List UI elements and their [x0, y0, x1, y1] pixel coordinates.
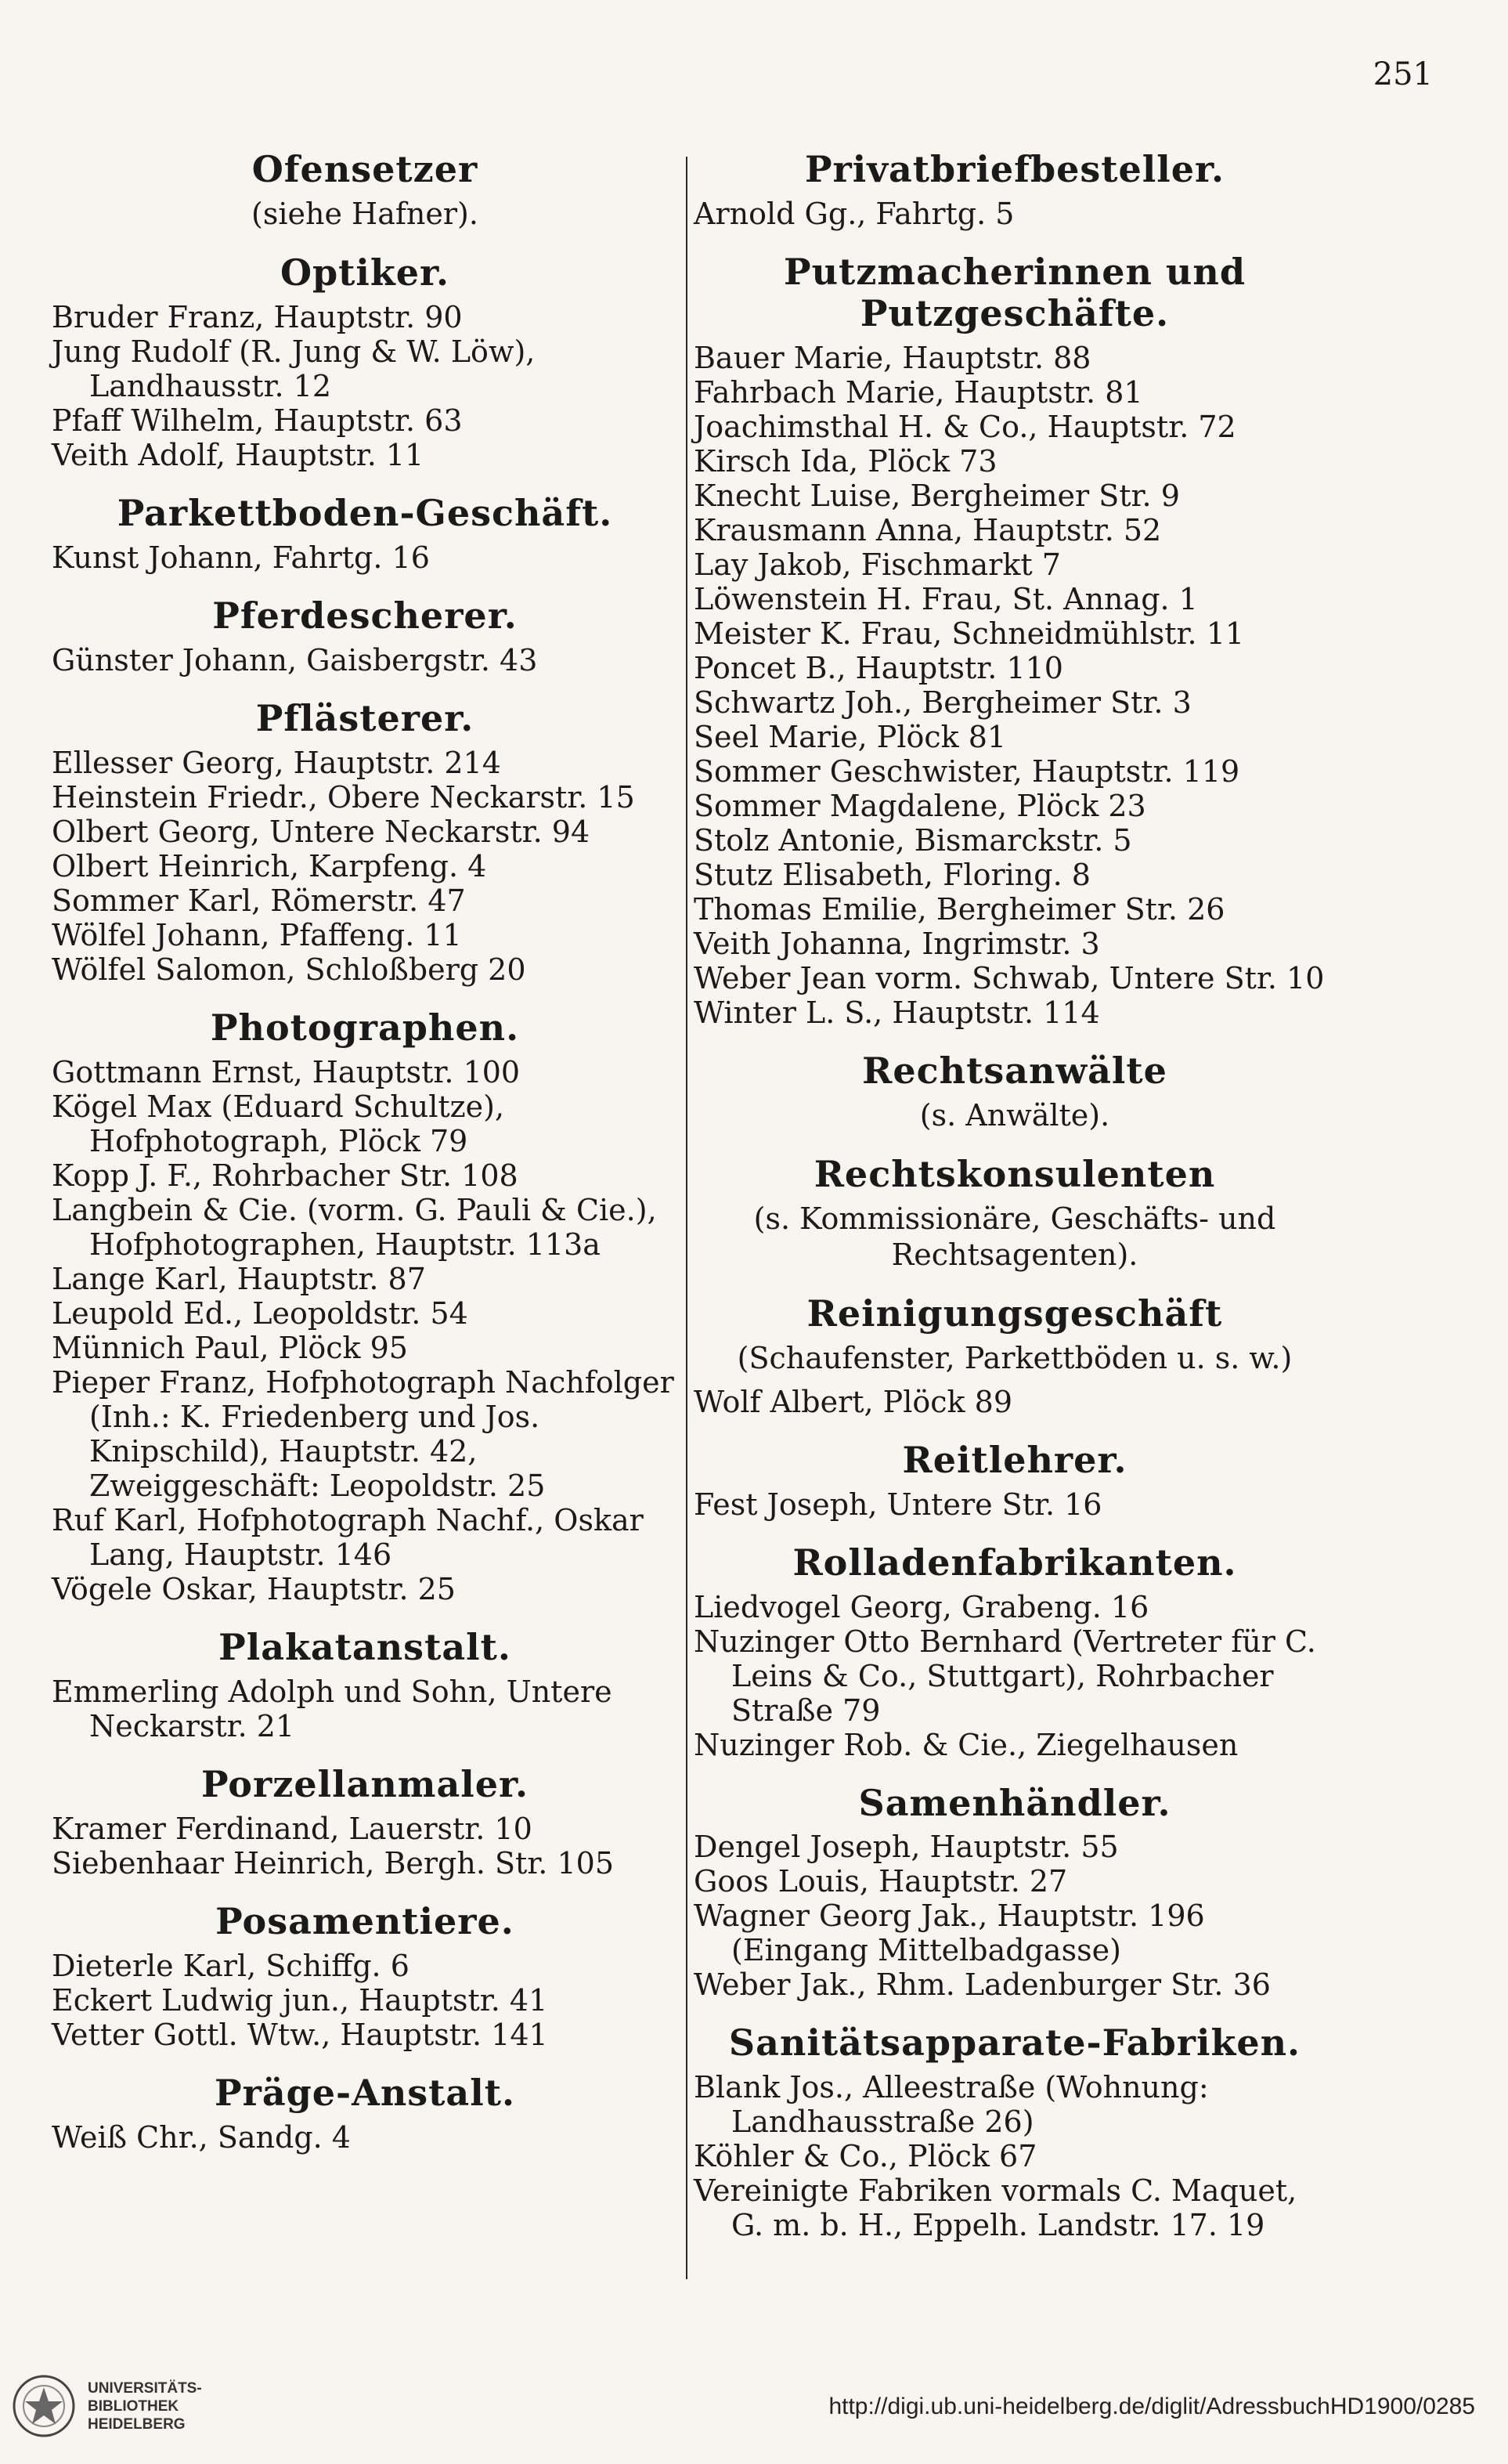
section-note: (s. Kommissionäre, Geschäfts- und Rechtsagenten). [753, 1201, 1276, 1272]
directory-entry: Olbert Heinrich, Karpfeng. 4 [52, 849, 487, 884]
directory-entry: Pfaff Wilhelm, Hauptstr. 63 [52, 403, 463, 439]
directory-entry: Liedvogel Georg, Grabeng. 16 [694, 1589, 1149, 1624]
directory-entry: Emmerling Adolph und Sohn, Untere Neckarstr. 21 [52, 1674, 612, 1743]
directory-entry: Schwartz Joh., Bergheimer Str. 3 [694, 685, 1192, 720]
directory-entry: Wölfel Salomon, Schloßberg 20 [52, 952, 526, 988]
section-heading: Reitlehrer. [902, 1438, 1127, 1481]
directory-entry: Fest Joseph, Untere Str. 16 [694, 1487, 1102, 1522]
directory-entry: Wolf Albert, Plöck 89 [694, 1384, 1012, 1419]
directory-section [52, 1764, 678, 1881]
directory-entry: Weber Jean vorm. Schwab, Untere Str. 10 [694, 960, 1325, 995]
section-note: (siehe Hafner). [251, 196, 478, 231]
directory-entry: Blank Jos., Alleestraße (Wohnung: Landhausstraße 26) [694, 2070, 1209, 2140]
directory-entry: Meister K. Frau, Schneidmühlstr. 11 [694, 616, 1245, 651]
directory-entry: Eckert Ludwig jun., Hauptstr. 41 [52, 1982, 548, 2018]
directory-section [694, 1440, 1336, 1522]
section-heading: Sanitätsapparate-Fabriken. [728, 2021, 1301, 2065]
directory-entry: Münnich Paul, Plöck 95 [52, 1330, 408, 1365]
library-name [88, 2379, 202, 2433]
directory-entry: Seel Marie, Plöck 81 [694, 719, 1007, 754]
section-heading: Rechtsanwälte [862, 1049, 1167, 1092]
directory-section [52, 595, 678, 677]
directory-entry: Ellesser Georg, Hauptstr. 214 [52, 746, 501, 781]
section-heading: Parkettboden-Geschäft. [117, 492, 613, 535]
section-heading: Pflästerer. [255, 697, 474, 740]
directory-entry: Knecht Luise, Bergheimer Str. 9 [694, 478, 1180, 513]
source-url[interactable]: http://digi.ub.uni-heidelberg.de/diglit/AdressbuchHD1900/0285 [828, 2394, 1475, 2419]
section-heading: Porzellanmaler. [200, 1762, 529, 1805]
directory-entry: Bauer Marie, Hauptstr. 88 [694, 340, 1091, 375]
directory-entry: Fahrbach Marie, Hauptstr. 81 [694, 374, 1143, 410]
section-heading: Rechtskonsulenten [814, 1153, 1216, 1196]
directory-entry: Olbert Georg, Untere Neckarstr. 94 [52, 815, 590, 850]
directory-entry: Lange Karl, Hauptstr. 87 [52, 1261, 426, 1296]
section-heading: Ofensetzer [251, 148, 478, 190]
page-number: 251 [1373, 56, 1433, 92]
directory-section [694, 2022, 1336, 2242]
section-heading: Rolladenfabrikanten. [792, 1541, 1237, 1584]
directory-entry: Poncet B., Hauptstr. 110 [694, 650, 1063, 685]
directory-section [694, 149, 1336, 231]
section-heading: Posamentiere. [215, 1899, 514, 1942]
directory-entry: Sommer Karl, Römerstr. 47 [52, 883, 466, 919]
section-heading: Samenhändler. [858, 1781, 1171, 1824]
directory-section [52, 1901, 678, 2052]
section-heading: Plakatanstalt. [218, 1625, 511, 1668]
directory-entry: Leupold Ed., Leopoldstr. 54 [52, 1295, 468, 1331]
directory-entry: Kunst Johann, Fahrtg. 16 [52, 540, 430, 576]
directory-entry: Krausmann Anna, Hauptstr. 52 [694, 512, 1162, 547]
library-name-line: UNIVERSITÄTS- [88, 2379, 202, 2397]
library-name-line: BIBLIOTHEK [88, 2397, 179, 2415]
directory-entry: Veith Johanna, Ingrimstr. 3 [694, 926, 1100, 961]
directory-section [694, 1293, 1336, 1418]
library-name-line: HEIDELBERG [88, 2415, 186, 2433]
directory-entry: Nuzinger Otto Bernhard (Vertreter für C. Leins & Co., Stuttgart), Rohrbacher Straße 79 [694, 1624, 1316, 1728]
directory-entry: Joachimsthal H. & Co., Hauptstr. 72 [694, 409, 1236, 444]
directory-entry: Wagner Georg Jak., Hauptstr. 196 (Eingang Mittelbadgasse) [694, 1899, 1205, 1968]
directory-entry: Veith Adolf, Hauptstr. 11 [52, 438, 424, 473]
directory-entry: Thomas Emilie, Bergheimer Str. 26 [694, 891, 1225, 927]
directory-section [52, 149, 678, 232]
section-heading: Pferdescherer. [212, 594, 518, 638]
section-heading: Putzmacherinnen und Putzgeschäfte. [784, 250, 1246, 334]
right-column [694, 149, 1336, 2242]
directory-entry: Gottmann Ernst, Hauptstr. 100 [52, 1054, 521, 1089]
directory-entry: Bruder Franz, Hauptstr. 90 [52, 300, 463, 335]
section-heading: Präge-Anstalt. [215, 2071, 515, 2114]
directory-section [52, 698, 678, 987]
directory-entry: Pieper Franz, Hofphotograph Nachfolger (Inh.: K. Friedenberg und Jos. Knipschild), Hauptstr. 42, Zweiggeschäft: Leopoldstr. 25 [52, 1364, 674, 1503]
directory-entry: Vetter Gottl. Wtw., Hauptstr. 141 [52, 2017, 548, 2052]
directory-entry: Köhler & Co., Plöck 67 [694, 2139, 1037, 2174]
section-heading: Privatbriefbesteller. [804, 148, 1225, 190]
directory-entry: Langbein & Cie. (vorm. G. Pauli & Cie.), Hofphotographen, Hauptstr. 113a [52, 1192, 657, 1262]
section-heading: Photographen. [210, 1006, 520, 1050]
library-logo [11, 2373, 202, 2439]
directory-entry: Arnold Gg., Fahrtg. 5 [694, 196, 1015, 231]
directory-entry: Weiß Chr., Sandg. 4 [52, 2119, 351, 2155]
directory-entry: Günster Johann, Gaisbergstr. 43 [52, 643, 538, 678]
directory-section [694, 1542, 1336, 1762]
directory-section [52, 1627, 678, 1743]
library-seal-icon [11, 2373, 77, 2439]
directory-entry: Goos Louis, Hauptstr. 27 [694, 1864, 1068, 1899]
directory-section [694, 1783, 1336, 2003]
directory-entry: Dieterle Karl, Schiffg. 6 [52, 1948, 409, 1983]
directory-section [694, 1154, 1336, 1273]
directory-entry: Siebenhaar Heinrich, Bergh. Str. 105 [52, 1845, 614, 1881]
section-note: (s. Anwälte). [919, 1097, 1110, 1133]
directory-section [52, 252, 678, 472]
directory-entry: Heinstein Friedr., Obere Neckarstr. 15 [52, 780, 635, 815]
directory-entry: Vereinigte Fabriken vormals C. Maquet, G. m. b. H., Eppelh. Landstr. 17. 19 [694, 2173, 1297, 2243]
directory-section [694, 1050, 1336, 1133]
directory-entry: Kopp J. F., Rohrbacher Str. 108 [52, 1158, 518, 1193]
directory-entry: Lay Jakob, Fischmarkt 7 [694, 547, 1061, 582]
directory-entry: Wölfel Johann, Pfaffeng. 11 [52, 918, 462, 953]
column-divider [686, 157, 687, 2279]
section-note: (Schaufenster, Parkettböden u. s. w.) [737, 1341, 1293, 1376]
directory-entry: Weber Jak., Rhm. Ladenburger Str. 36 [694, 1967, 1271, 2003]
directory-entry: Vögele Oskar, Hauptstr. 25 [52, 1571, 456, 1606]
directory-entry: Kramer Ferdinand, Lauerstr. 10 [52, 1811, 532, 1846]
section-heading: Reinigungsgeschäft [806, 1292, 1223, 1335]
directory-entry: Dengel Joseph, Hauptstr. 55 [694, 1830, 1119, 1865]
directory-section [52, 2072, 678, 2155]
directory-entry: Jung Rudolf (R. Jung & W. Löw), Landhausstr. 12 [52, 334, 536, 404]
left-column [52, 149, 678, 2155]
directory-entry: Stolz Antonie, Bismarckstr. 5 [694, 822, 1132, 858]
directory-section [52, 493, 678, 575]
directory-section [694, 251, 1336, 1030]
directory-entry: Nuzinger Rob. & Cie., Ziegelhausen [694, 1727, 1239, 1762]
directory-entry: Sommer Magdalene, Plöck 23 [694, 788, 1146, 823]
directory-entry: Kirsch Ida, Plöck 73 [694, 443, 998, 479]
directory-entry: Ruf Karl, Hofphotograph Nachf., Oskar Lang, Hauptstr. 146 [52, 1502, 644, 1572]
directory-entry: Sommer Geschwister, Hauptstr. 119 [694, 753, 1240, 789]
directory-entry: Stutz Elisabeth, Floring. 8 [694, 857, 1091, 892]
directory-entry: Kögel Max (Eduard Schultze), Hofphotograph, Plöck 79 [52, 1089, 505, 1158]
directory-section [52, 1007, 678, 1606]
directory-entry: Winter L. S., Hauptstr. 114 [694, 995, 1100, 1030]
section-heading: Optiker. [280, 251, 450, 294]
directory-entry: Löwenstein H. Frau, St. Annag. 1 [694, 581, 1198, 616]
